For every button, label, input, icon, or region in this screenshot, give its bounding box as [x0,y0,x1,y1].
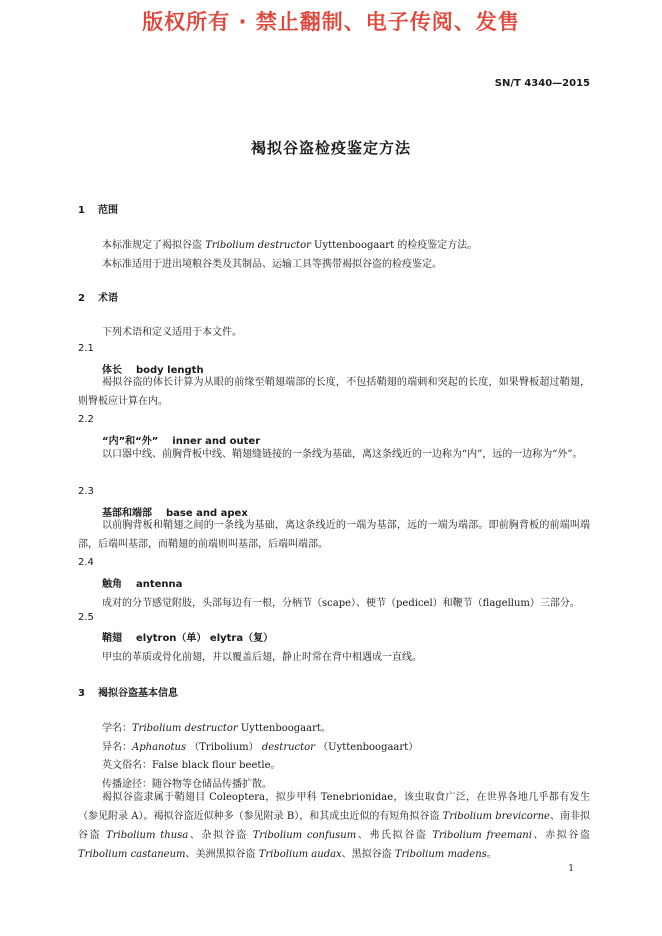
text: 。 [486,849,497,860]
author: （Uyttenboogaart） [318,742,419,753]
term-zh: 触角 [102,579,122,590]
section-number: 1 [78,205,85,216]
term-definition: 褐拟谷盗的体长计算为从眼的前缘至鞘翅端部的长度，不包括鞘翅的端刺和突起的长度，如果臀板超过鞘翅，则臀板应计算在内。 [78,377,590,407]
species-name: Tribolium confusum [252,830,357,841]
term-number: 2.5 [78,612,94,623]
term-zh: 鞘翅 [102,633,122,644]
standard-number: SN/T 4340—2015 [494,78,590,89]
common-name-line: 英文俗名：False black flour beetle。 [102,760,281,771]
author: Uyttenboogaart。 [237,723,331,734]
text: 、黑拟谷盗 [341,849,395,860]
document-title: 褐拟谷盗检疫鉴定方法 [250,139,411,157]
term-en: base and apex [166,508,248,519]
scientific-name-line [102,719,331,734]
label: 异名： [102,742,132,753]
copyright-banner: 版权所有 · 禁止翻制、电子传阅、发售 [142,10,520,34]
term-en: elytron（单） elytra（复） [136,633,274,644]
term-heading [102,629,273,644]
term-en: inner and outer [172,436,261,447]
text: Uyttenboogaart 的检疫鉴定方法。 [310,240,478,251]
term-heading [102,575,182,590]
species: destructor [261,742,315,753]
section-number: 3 [78,688,85,699]
term-definition: 成对的分节感觉附肢，头部每边有一根，分柄节（scape）、梗节（pedicel）和鞭节（flagellum）三部分。 [102,598,580,609]
species-name: Tribolium castaneum [78,849,186,860]
section-3-heading [78,684,178,699]
species-name: Tribolium thusa [106,830,189,841]
term-number: 2.4 [78,557,94,568]
section-2-intro: 下列术语和定义适用于本文件。 [102,327,242,338]
term-number: 2.3 [78,486,94,497]
section-1-paragraph-1 [102,236,477,251]
section-number: 2 [78,293,85,304]
scientific-name: Tribolium destructor [205,240,311,251]
term-definition: 以口器中线、前胸背板中线、鞘翅缝链接的一条线为基础，离这条线近的一边称为“内”，远的一边称为“外”。 [102,449,583,460]
page-number: 1 [568,864,574,874]
text: 、弗氏拟谷盗 [356,830,433,841]
term-zh: 基部和端部 [102,508,152,519]
genus: Aphanotus [132,742,187,753]
section-1-paragraph-2: 本标准适用于进出境粮谷类及其制品、运输工具等携带褐拟谷盗的检疫鉴定。 [102,259,442,270]
section-1-heading [78,201,118,216]
text: 褐拟谷盗隶属于鞘翅目 Coleoptera，拟步甲科 Tenebrionidae，该虫取食广泛，在世界各地几乎都有发生（参见附录 A）。褐拟谷盗近似种多（参见附录 B），和其成虫近似的有短角拟谷盗 [78,792,590,822]
subgenus: （Tribolium） [189,742,259,753]
species-name: Tribolium audax [258,849,342,860]
section-title: 范围 [98,205,118,216]
term-definition: 以前胸背板和鞘翅之间的一条线为基础，离这条线近的一端为基部，远的一端为端部。即前胸背板的前端叫端部，后端叫基部，而鞘翅的前端则叫基部，后端叫端部。 [78,520,590,550]
term-zh: “内”和“外” [102,436,159,447]
transmission-route-line: 传播途径：随谷物等仓储品传播扩散。 [102,779,272,790]
term-zh: 体长 [102,365,122,376]
section-2-heading [78,289,118,304]
term-number: 2.2 [78,414,94,425]
synonym-line [102,738,418,753]
term-en: antenna [136,579,183,590]
term-en: body length [136,365,204,376]
text: 本标准规定了褐拟谷盗 [102,240,206,251]
species-name: Tribolium madens [394,849,487,860]
text: 、南非拟谷盗 [78,811,591,841]
term-definition: 甲虫的革质或骨化前翅，并以覆盖后翅，静止时常在背中相遇成一直线。 [102,652,422,663]
section-title: 褐拟谷盗基本信息 [98,688,178,699]
section-3-description [78,788,590,864]
label: 学名： [102,723,132,734]
species-name: Tribolium freemani [432,830,532,841]
species-name: Tribolium brevicorne [442,811,550,822]
text: 、杂拟谷盗 [188,830,253,841]
term-number: 2.1 [78,343,94,354]
text: 、赤拟谷盗 [531,830,591,841]
text: 、美洲黑拟谷盗 [185,849,259,860]
section-title: 术语 [98,293,118,304]
scientific-name: Tribolium destructor [132,723,238,734]
